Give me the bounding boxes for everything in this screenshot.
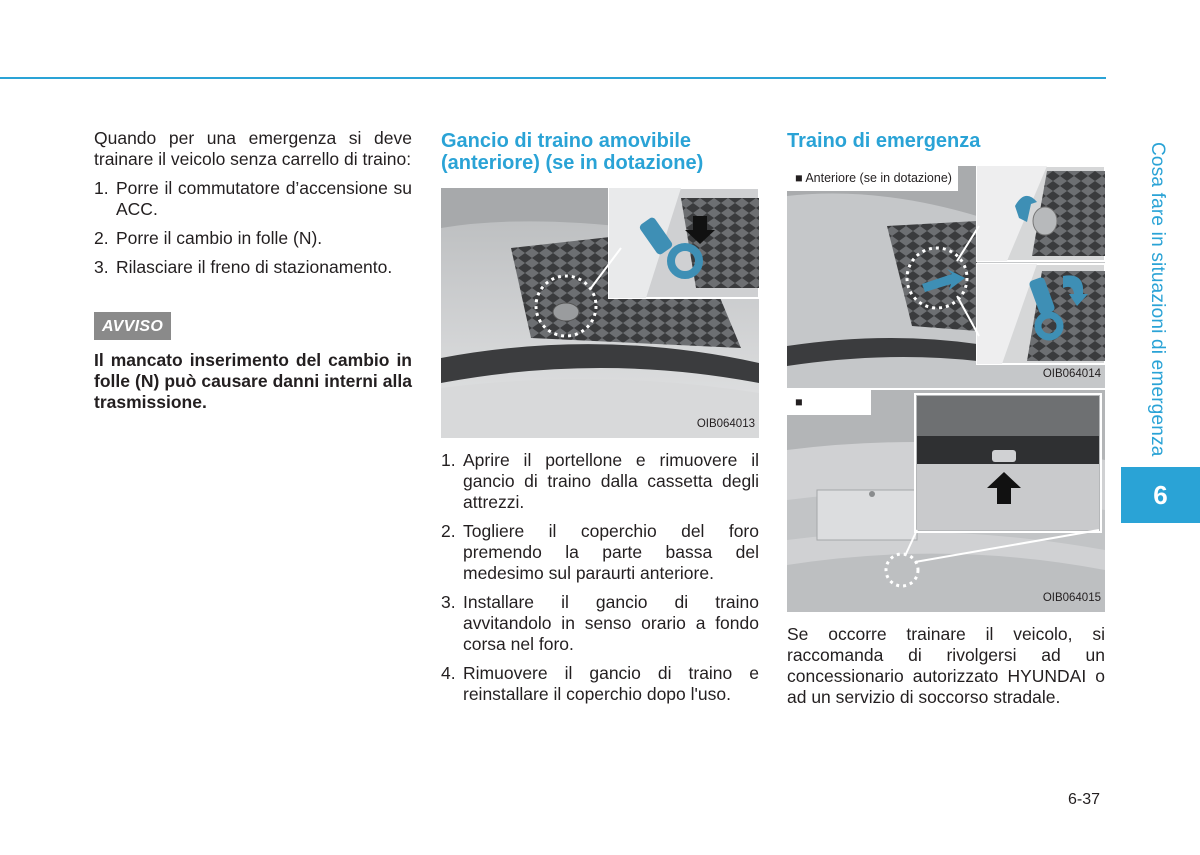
list-item: 3. Rilasciare il freno di stazionamento. — [94, 257, 393, 277]
page-number: 6-37 — [1068, 791, 1101, 808]
steps-list-middle — [441, 450, 759, 705]
column-middle — [441, 130, 759, 713]
figure-illustration — [787, 166, 1105, 388]
column-left — [94, 128, 412, 413]
chapter-title-vertical: Cosa fare in situazioni di emergenza — [1147, 142, 1168, 457]
figure-label: ■ Anteriore (se in dotazione) — [787, 166, 958, 191]
notice-label: AVVISO — [94, 312, 171, 340]
figure-code: OIB064013 — [696, 418, 755, 430]
figure-front-tow-point — [787, 166, 1105, 388]
section-heading-emergency-tow: Traino di emergenza — [787, 130, 981, 152]
figure-illustration — [441, 188, 759, 438]
figure-code: OIB064014 — [1042, 368, 1101, 380]
list-item: 2. Porre il cambio in folle (N). — [94, 228, 323, 248]
list-item: 4. Rimuovere il gancio di traino e reinstallare il coperchio dopo l'uso. — [441, 663, 759, 704]
figure-code: OIB064015 — [1042, 592, 1101, 604]
notice-text: Il mancato inserimento del cambio in folle (N) può causare danni interni alla trasmissione. — [94, 350, 412, 412]
list-item: 3. Installare il gancio di traino avvitandolo in senso orario a fondo corsa nel foro. — [441, 592, 759, 654]
figure-illustration — [787, 390, 1105, 612]
list-item: 2. Togliere il coperchio del foro premendo la parte bassa del medesimo sul paraurti anteriore. — [441, 521, 759, 583]
figure-rear-tow-point — [787, 390, 1105, 612]
list-item: 1. Aprire il portellone e rimuovere il gancio di traino dalla cassetta degli attrezzi. — [441, 450, 759, 512]
header-rule — [0, 77, 1106, 79]
figure-tow-hook-front — [441, 188, 759, 438]
body-paragraph: Se occorre trainare il veicolo, si raccomanda di rivolgersi ad un concessionario autorizzato HYUNDAI o ad un servizio di soccorso stradale. — [787, 624, 1105, 707]
steps-list-left — [94, 178, 412, 278]
list-item: 1. Porre il commutatore d’accensione su ACC. — [94, 178, 412, 219]
intro-paragraph: Quando per una emergenza si deve trainare il veicolo senza carrello di traino: — [94, 128, 412, 169]
section-heading-tow-hook: Gancio di traino amovibile (anteriore) (se in dotazione) — [441, 130, 704, 174]
column-right — [787, 130, 1105, 708]
chapter-number-tab: 6 — [1121, 467, 1200, 523]
figure-label: ■ — [787, 390, 871, 415]
